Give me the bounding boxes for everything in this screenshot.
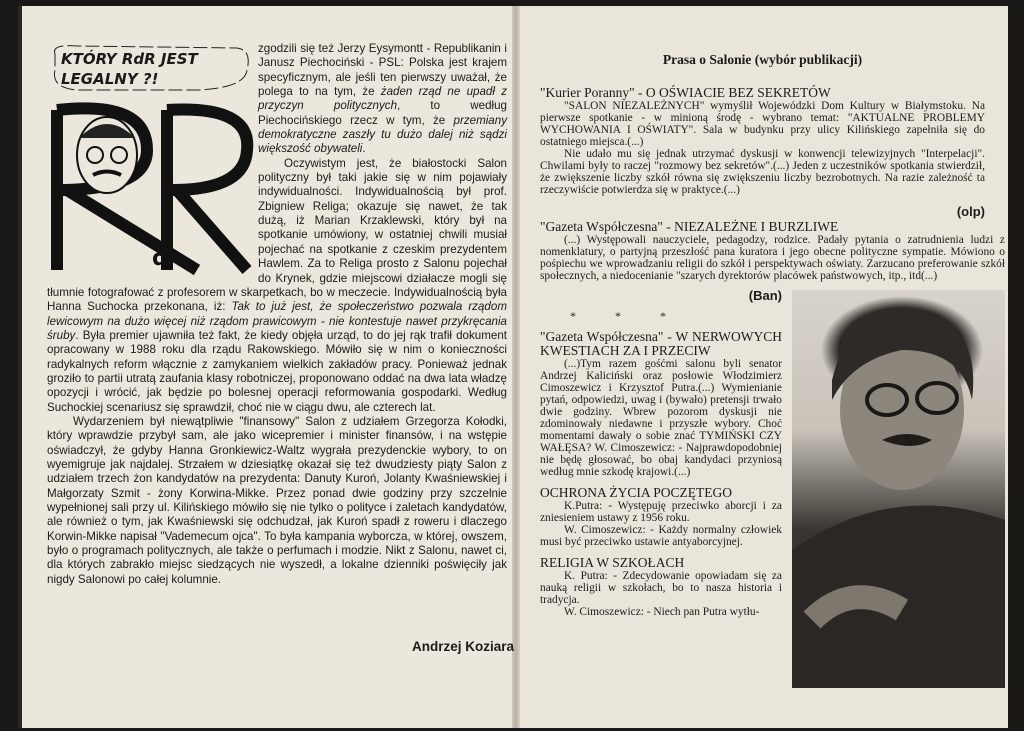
svg-text:KTÓRY RdR JEST: KTÓRY RdR JEST <box>61 50 198 68</box>
paragraph: K. Putra: - Zdecydowanie opowiadam się za nauką religii w szkołach, bo to nasza historia i tradycja. <box>540 570 782 606</box>
portrait-photo <box>792 290 1005 688</box>
page-title: Prasa o Salonie (wybór publikacji) <box>662 52 863 67</box>
paragraph: "SALON NIEZALEŻNYCH" wymyślił Wojewódzki Dom Kultury w Białymstoku. Na pierwsze spotkanie - w minioną środę - wybrano temat: "AKTUALNE PROBLEMY WYCHOWANIA I OŚWIATY". Sala w budynku przy ulicy Kilińskiego zapełniła się do ostatniego miejsca.(...) <box>540 100 985 148</box>
text-run: . Była premier ujawniła też fakt, że kiedy objęła urząd, to do jej rąk trafił dokument opracowany w 1988 roku dla rządu Rakowskiego. Mówiło się w nim o konieczności radykalnych reform włącznie z zamykaniem wielkich zakładów pracy. Ponieważ jednak groziło to partii utratą zaufania klasy robotniczej, proponowano oddać na dwa lata władzę opozycji i wrócić, jak będzie po bolesnej operacji reformowania gospodarki. Według Suchockiej scenariusz się sprawdził, choć nie w ciągu dwu, ale czterech lat. <box>47 328 507 414</box>
text-run: Oczywistym jest, że białostocki Salon polityczny był taki jakie się w nim pojawiały indywidualności. Indywidualnością był prof. Zbigniew Religa; okazuje się nawet, że tak dużą, iż Marian Krzaklewski, który był na spotkanie umówiony, w ostatniej chwili musiał pojechać na spotkanie z czeskim prezydentem Hawlem. Za to Religa prosto z Salonu pojechał do Krynek, gdzie miejscowi działacze mogli się tłumnie fotografować z profesorem w skarpetkach, bo w meczecie. Indywidualnością była Hanna Suchocka przekonana, iż: <box>47 156 507 314</box>
paragraph: (...)Tym razem gośćmi salonu byli senator Andrzej Kaliciński oraz posłowie Włodzimierz Cimoszewicz i Krzysztof Putra.(...) Wymienianie pytań, odpowiedzi, uwag i (bywało) pretensji trwało dwie godziny. Wbrew pozorom dyskusji nie zdominowały niedawne i przyszłe wybory. Choć momentami dawały o sobie znać TYMIŃSKI CZY WAŁĘSA? W. Cimoszewicz: - Najprawdopodobniej nie będę głosować, bo obaj kandydaci przyniosą według mnie szkodę krajowi.(...) <box>540 358 782 478</box>
article-heading: "Kurier Poranny" - O OŚWIACIE BEZ SEKRETÓW <box>540 85 831 100</box>
text-run: . <box>362 142 366 156</box>
paragraph: (...) Występowali nauczyciele, pedagodzy, rodzice. Padały pytania o zatrudnienia ludzi z nomenklatury, o partyjną przeszłość pana kuratora i jego obecne polityczne sympatie. Mówiono o pośpiechu we wprowadzaniu religii do szkół i perspektywach oświaty. Zarzucano preferowanie szkół społecznych, a niedocenianie "szarych dyrektorów placówek państwowych, itp., itd(...) <box>540 234 1005 282</box>
article-signature: (olp) <box>956 204 985 219</box>
article-signature: (Ban) <box>748 288 782 303</box>
italic-quote: przemiany demokratyczne zaszły tu dużo dalej niż sądzi większość obywateli <box>258 113 507 156</box>
press-articles <box>540 220 1005 688</box>
svg-text:d: d <box>152 246 168 271</box>
text-run: zgodzili się też Jerzy Eysymontt - Republikanin i Janusz Piechociński - PSL: Polska jest krajem specyficznym, ale jeśli ten pierwszy uważał, że polega to na tym, że <box>258 42 507 99</box>
caricature-illustration <box>47 40 257 280</box>
svg-text:LEGALNY ?!: LEGALNY ?! <box>61 70 159 88</box>
author-byline: Andrzej Koziara <box>411 639 514 654</box>
page-gutter <box>512 6 520 728</box>
paragraph: Nie udało mu się jednak utrzymać dyskusji w konwencji telewizyjnych "Interpelacji". Chwilami były to raczej "rozmowy bez sekretów".(...) Jeden z uczestników spotkania stwierdził, że zwiększenie liczby szkół równa się zwiększeniu liczby bezrobotnych. Na razie zależność ta rzeczywiście potwierdza się w praktyce.(...) <box>540 148 985 196</box>
italic-quote: Tak to już jest, że społeczeństwo pozwala rządom lewicowym na dużo więcej niż rządom prawicowym - nie kontestuje nawet przykręcania śruby <box>47 300 507 342</box>
press-article <box>540 86 985 219</box>
subsection-heading: OCHRONA ŻYCIA POCZĘTEGO <box>540 485 733 500</box>
page-edge <box>18 6 22 728</box>
article-heading: "Gazeta Współczesna" - NIEZALEŻNE I BURZLIWE <box>540 219 839 234</box>
subsection-heading: RELIGIA W SZKOŁACH <box>540 555 685 570</box>
paragraph: K.Putra: - Występuję przeciwko aborcji i za zniesieniem ustawy z 1956 roku. <box>540 500 782 524</box>
article-body <box>47 42 507 587</box>
article-heading: "Gazeta Współczesna" - W NERWOWYCH KWESTIACH ZA I PRZECIW <box>540 329 782 358</box>
paragraph: W. Cimoszewicz: - Niech pan Putra wytłu- <box>564 606 760 618</box>
text-run: , to według Piechocińskiego rzecz w tym, że <box>258 99 507 127</box>
section-separator: * * * <box>570 309 684 323</box>
italic-quote: żaden rząd ne upadł z przyczyn politycznych <box>258 85 507 113</box>
paragraph <box>47 415 507 587</box>
text-run: Wydarzeniem był niewątpliwie "finansowy" Salon z udziałem Grzegorza Kołodki, który wprawdzie przybył sam, ale jako wicepremier i minister finansów, i na wstępie oświadczył, że gdyby Hanna Gronkiewicz-Waltz wygrała prezydenckie wybory, to on wyemigruje jak najdalej. Strzałem w dziesiątkę okazał się też dwudziesty piąty Salon z udziałem trzech żon kandydatów na prezydenta: Danuty Kuroń, Jolanty Kwaśniewskiej i Małgorzaty Szmit - żony Korwina-Mikke. Przez ponad dwie godziny przy szczelnie wypełnionej sali przy ul. Kilińskiego mówiło się nie tylko o polityce i zaletach kandydatów, ale również o tym, jak Kwaśniewski się odchudzał, jak Kuroń spadł z roweru i dlaczego Korwin-Mikke napisał "Vademecum ojca". To była kampania wyborcza, w której, owszem, było o programach politycznych, ale także o perfumach i modzie. Nikt z Salonu, nawet ci, dla których zabrakło miejsc siedzących nie wyszedł, a lokalne dzienniki poświęciły jak nigdy Salonowi po całej kolumnie. <box>47 414 507 586</box>
paragraph: W. Cimoszewicz: - Każdy normalny człowiek musi być przeciwko ustawie antyaborcyjnej. <box>540 524 782 548</box>
